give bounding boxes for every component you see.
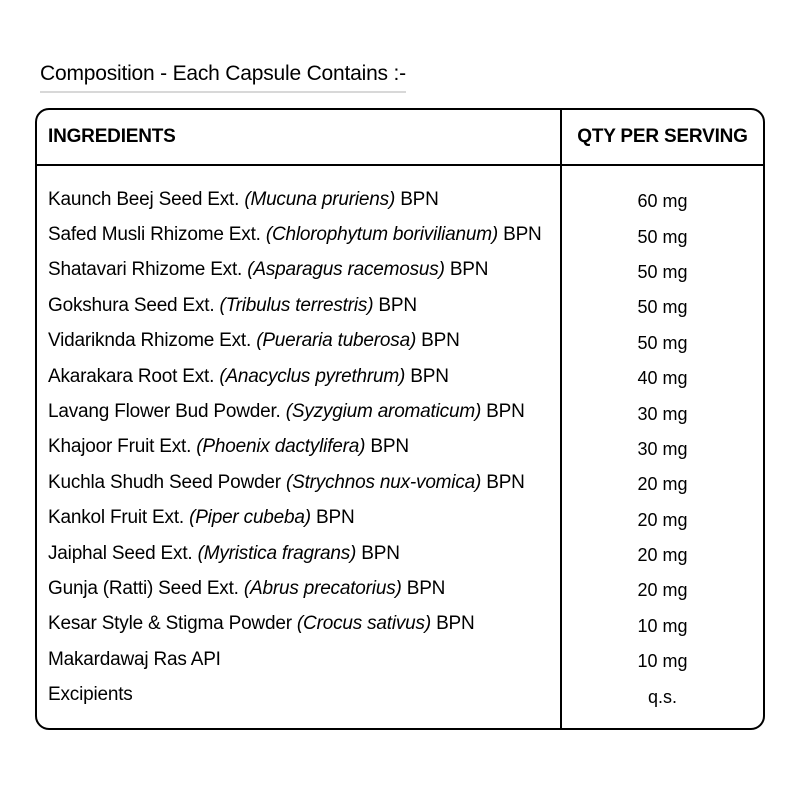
qty-cell: 20 mg [637,474,688,495]
ingredient-cell [37,507,562,529]
column-divider-line [560,110,562,728]
column-header-qty-per-serving: QTY PER SERVING [577,126,748,147]
table-row [37,324,763,359]
table-row [37,217,763,252]
ingredient-cell [37,189,562,211]
ingredient-grade-suffix: BPN [316,507,355,529]
ingredient-grade-suffix: BPN [370,436,409,458]
qty-cell: 20 mg [637,509,688,530]
ingredient-botanical-name: (Abrus precatorius) [243,577,402,599]
ingredient-cell [37,295,562,317]
ingredient-name: Gokshura Seed Ext. [48,294,215,316]
ingredient-botanical-name: (Piper cubeba) [189,507,311,529]
ingredient-botanical-name: (Pueraria tuberosa) [256,330,417,352]
ingredient-cell [37,330,562,352]
qty-cell: q.s. [647,686,677,707]
table-row [37,465,763,500]
table-row [37,394,763,429]
ingredient-grade-suffix: BPN [449,259,489,281]
ingredient-cell [37,472,562,494]
ingredient-botanical-name: (Crocus sativus) [296,613,431,635]
qty-cell: 10 mg [637,615,688,636]
qty-cell: 20 mg [637,545,688,566]
qty-cell: 60 mg [637,191,688,212]
ingredient-name: Kuchla Shudh Seed Powder [48,471,281,493]
ingredient-grade-suffix: BPN [486,401,525,423]
composition-table [35,108,765,730]
ingredient-botanical-name: (Phoenix dactylifera) [196,436,366,458]
ingredient-botanical-name: (Myristica fragrans) [197,542,357,564]
ingredient-grade-suffix: BPN [436,613,475,635]
table-row [37,571,763,606]
table-row [37,182,763,217]
table-row [37,501,763,536]
ingredient-name: Makardawaj Ras API [48,648,221,670]
ingredient-botanical-name: (Syzygium aromaticum) [285,401,482,423]
ingredient-cell [37,578,562,600]
ingredient-name: Khajoor Fruit Ext. [48,436,192,458]
qty-cell: 50 mg [637,297,688,318]
ingredient-cell [37,224,562,246]
table-row [37,288,763,323]
ingredient-botanical-name: (Asparagus racemosus) [247,259,445,281]
ingredient-name: Safed Musli Rhizome Ext. [48,224,261,246]
table-row [37,536,763,571]
table-row [37,642,763,677]
table-header-row [37,110,763,166]
qty-cell: 30 mg [637,438,688,459]
ingredient-name: Gunja (Ratti) Seed Ext. [48,577,239,599]
ingredient-cell [37,684,562,706]
qty-cell: 50 mg [637,261,688,282]
ingredient-grade-suffix: BPN [486,471,525,493]
ingredient-cell [37,649,562,671]
ingredient-name: Jaiphal Seed Ext. [48,542,193,564]
qty-cell: 50 mg [637,226,688,247]
ingredient-name: Excipients [48,684,133,706]
table-row [37,359,763,394]
ingredient-botanical-name: (Mucuna pruriens) [244,188,396,210]
ingredient-grade-suffix: BPN [410,365,449,387]
table-row [37,253,763,288]
ingredient-name: Lavang Flower Bud Powder. [48,401,281,423]
qty-cell: 10 mg [637,651,688,672]
qty-cell: 20 mg [637,580,688,601]
ingredient-name: Kaunch Beej Seed Ext. [48,188,240,210]
qty-cell: 40 mg [637,368,688,389]
ingredient-grade-suffix: BPN [361,542,400,564]
ingredient-cell [37,401,562,423]
ingredient-cell [37,543,562,565]
table-row [37,430,763,465]
qty-cell: 30 mg [637,403,688,424]
ingredient-botanical-name: (Anacyclus pyrethrum) [219,365,406,387]
table-row [37,677,763,712]
ingredient-grade-suffix: BPN [503,224,542,246]
column-header-ingredients: INGREDIENTS [48,126,176,147]
page-title: Composition - Each Capsule Contains :- [40,62,406,93]
ingredient-name: Vidariknda Rhizome Ext. [48,330,252,352]
ingredient-cell [37,259,562,281]
table-row [37,607,763,642]
ingredient-botanical-name: (Strychnos nux-vomica) [285,471,482,493]
ingredient-grade-suffix: BPN [406,577,446,599]
table-body [37,166,763,713]
ingredient-name: Akarakara Root Ext. [48,365,215,387]
ingredient-grade-suffix: BPN [421,330,460,352]
ingredient-cell [37,366,562,388]
ingredient-cell [37,613,562,635]
ingredient-name: Kesar Style & Stigma Powder [48,613,292,635]
ingredient-grade-suffix: BPN [378,294,417,316]
ingredient-name: Shatavari Rhizome Ext. [48,259,243,281]
qty-cell: 50 mg [637,332,688,353]
ingredient-name: Kankol Fruit Ext. [48,507,184,529]
ingredient-botanical-name: (Chlorophytum borivilianum) [265,224,499,246]
ingredient-grade-suffix: BPN [400,188,439,210]
ingredient-botanical-name: (Tribulus terrestris) [219,294,374,316]
ingredient-cell [37,436,562,458]
